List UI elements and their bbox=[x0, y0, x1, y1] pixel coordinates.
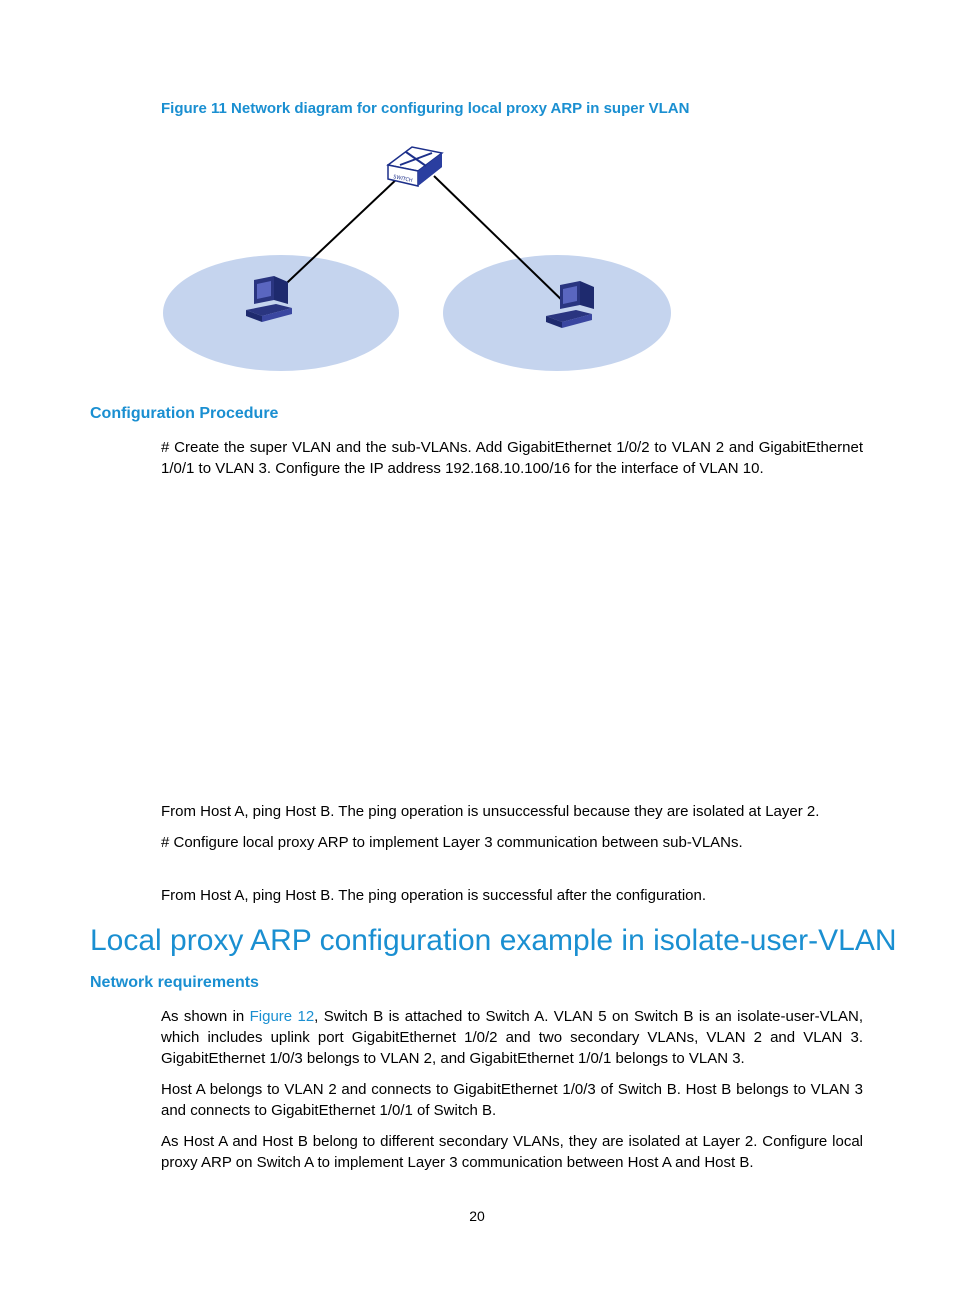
paragraph-network-requirements-2: Host A belongs to VLAN 2 and connects to GigabitEthernet 1/0/3 of Switch B. Host B belongs to VLAN 3 and connects to GigabitEthernet 1/0/1 of Switch B. bbox=[161, 1081, 863, 1119]
p1-rest: , Switch B is attached to Switch A. VLAN 5 on Switch B is an isolate-user-VLAN, which includes uplink port GigabitEthernet 1/0/2 and two secondary VLANs, VLAN 2 and VLAN 3. GigabitEthernet 1/0/3 belongs to VLAN 2, and GigabitEthernet 1/0/1 belongs to VLAN 3. bbox=[161, 1008, 864, 1067]
paragraph-ping-successful: From Host A, ping Host B. The ping operation is successful after the configuration. bbox=[161, 887, 707, 904]
paragraph-configure-proxy-arp: # Configure local proxy ARP to implement Layer 3 communication between sub-VLANs. bbox=[161, 834, 743, 851]
vlan-area-right bbox=[443, 255, 671, 371]
paragraph-create-vlans: # Create the super VLAN and the sub-VLANs. Add GigabitEthernet 1/0/2 to VLAN 2 and GigabitEthernet 1/0/1 to VLAN 3. Configure the IP address 192.168.10.100/16 for the interface of VLAN 10. bbox=[161, 439, 863, 477]
figure-12-link[interactable]: Figure 12 bbox=[249, 1008, 315, 1025]
heading-isolate-user-vlan: Local proxy ARP configuration example in isolate-user-VLAN bbox=[90, 924, 897, 957]
page-number: 20 bbox=[469, 1208, 485, 1224]
switch-icon bbox=[388, 147, 442, 186]
section-title-network-requirements: Network requirements bbox=[90, 974, 259, 991]
section-title-config-procedure: Configuration Procedure bbox=[90, 405, 279, 422]
p1-prefix: As shown in bbox=[161, 1008, 250, 1025]
paragraph-network-requirements-3: As Host A and Host B belong to different secondary VLANs, they are isolated at Layer 2. Configure local proxy ARP on Switch A to implement Layer 3 communication between Host A and Host B. bbox=[161, 1133, 863, 1171]
paragraph-ping-unsuccessful: From Host A, ping Host B. The ping operation is unsuccessful because they are isolated at Layer 2. bbox=[161, 803, 820, 820]
network-diagram bbox=[150, 138, 680, 378]
figure-caption: Figure 11 Network diagram for configuring local proxy ARP in super VLAN bbox=[161, 100, 690, 117]
switch-label: SWITCH bbox=[392, 174, 414, 185]
paragraph-network-requirements-1 bbox=[161, 1006, 863, 1069]
